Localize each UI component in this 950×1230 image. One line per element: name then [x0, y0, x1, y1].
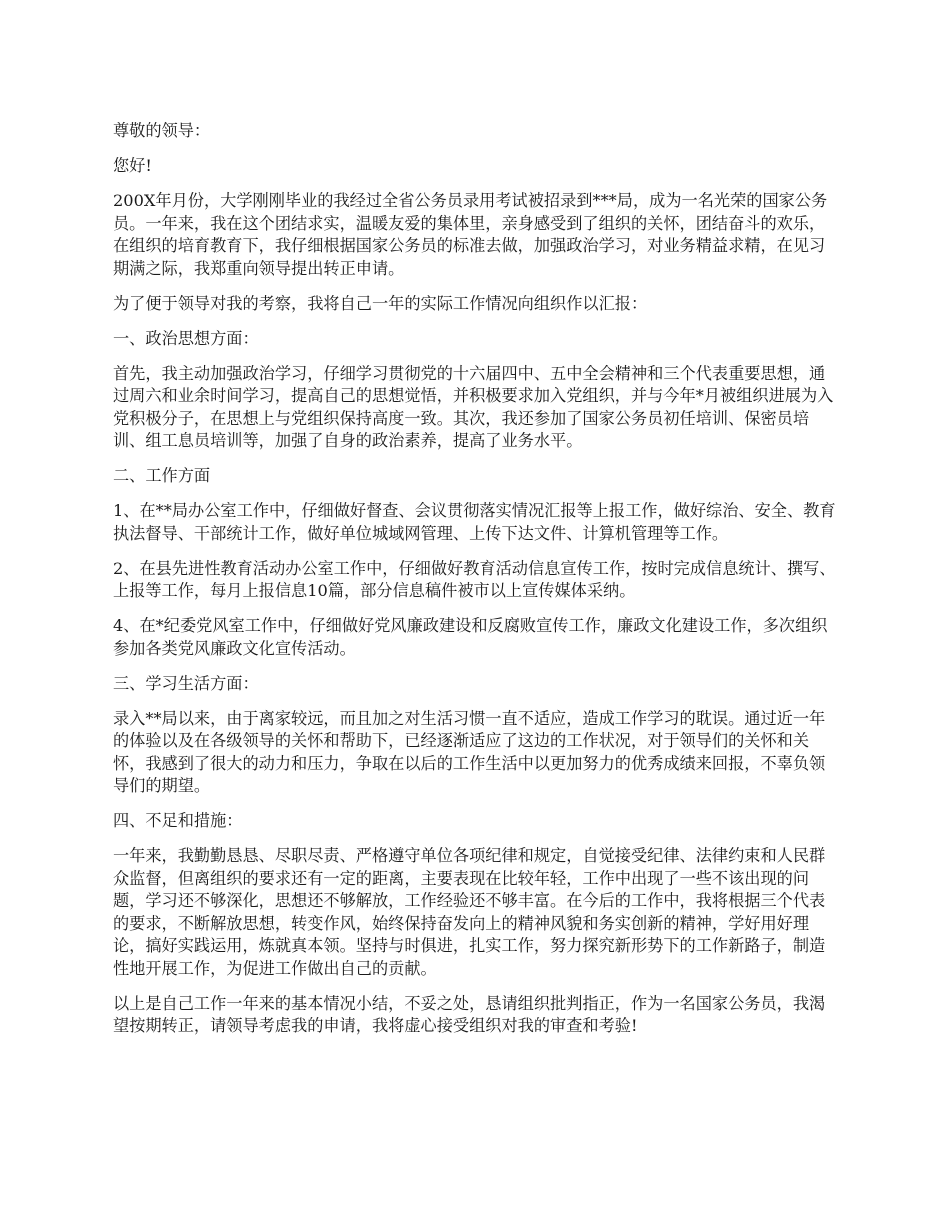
- intro-paragraph: 200X年月份，大学刚刚毕业的我经过全省公务员录用考试被招录到***局，成为一名光荣的国家公务员。一年来，我在这个团结求实，温暖友爱的集体里，亲身感受到了组织的关怀，团结奋斗的欢乐，在组织的培育教育下，我仔细根据国家公务员的标准去做，加强政治学习，对业务精益求精，在见习期满之际，我郑重向领导提出转正申请。: [113, 191, 828, 278]
- report-lead-paragraph: 为了便于领导对我的考察，我将自己一年的实际工作情况向组织作以汇报：: [113, 293, 648, 313]
- study-life-paragraph: 录入**局以来，由于离家较远，而且加之对生活习惯一直不适应，造成工作学习的耽误。通过近一年的体验以及在各级领导的关怀和帮助下，已经逐渐适应了这边的工作状况，对于领导们的关怀和关怀，我感到了很大的动力和压力，争取在以后的工作生活中以更加努力的优秀成绩来回报，不辜负领导们的期望。: [113, 708, 826, 795]
- section-heading-shortcomings: 四、不足和措施：: [113, 811, 243, 830]
- document-body: [113, 120, 840, 1050]
- section-heading-work: 二、工作方面: [113, 466, 211, 485]
- greeting: 您好!: [113, 156, 152, 175]
- work-item-4: 4、在*纪委党风室工作中，仔细做好党风廉政建设和反腐败宣传工作，廉政文化建设工作，多次组织参加各类党风廉政文化宣传活动。: [113, 616, 828, 658]
- salutation: 尊敬的领导：: [113, 121, 211, 140]
- shortcomings-paragraph: 一年来，我勤勤恳恳、尽职尽责、严格遵守单位各项纪律和规定，自觉接受纪律、法律约束和人民群众监督，但离组织的要求还有一定的距离，主要表现在比较年轻，工作中出现了一些不该出现的问题，学习还不够深化，思想还不够解放，工作经验还不够丰富。在今后的工作中，我将根据三个代表的要求，不断解放思想，转变作风，始终保持奋发向上的精神风貌和务实创新的精神，学好用好理论，搞好实践运用，炼就真本领。坚持与时俱进，扎实工作，努力探究新形势下的工作新路子，制造性地开展工作，为促进工作做出自己的贡献。: [113, 846, 826, 978]
- section-heading-political: 一、政治思想方面：: [113, 328, 259, 348]
- work-item-1: 1、在**局办公室工作中，仔细做好督查、会议贯彻落实情况汇报等上报工作，做好综治、安全、教育执法督导、干部统计工作，做好单位城域网管理、上传下达文件、计算机管理等工作。: [113, 501, 836, 543]
- section-heading-study-life: 三、学习生活方面：: [113, 673, 259, 693]
- closing-paragraph: 以上是自己工作一年来的基本情况小结，不妥之处，恳请组织批判指正，作为一名国家公务员，我渴望按期转正，请领导考虑我的申请，我将虚心接受组织对我的审查和考验!: [113, 993, 826, 1035]
- political-paragraph: 首先，我主动加强政治学习，仔细学习贯彻党的十六届四中、五中全会精神和三个代表重要思想，通过周六和业余时间学习，提高自己的思想觉悟，并积极要求加入党组织，并与今年*月被组织进展为入党积极分子，在思想上与党组织保持高度一致。其次，我还参加了国家公务员初任培训、保密员培训、组工息员培训等，加强了自身的政治素养，提高了业务水平。: [113, 363, 834, 450]
- work-item-2: 2、在县先进性教育活动办公室工作中，仔细做好教育活动信息宣传工作，按时完成信息统计、撰写、上报等工作，每月上报信息10篇，部分信息稿件被市以上宣传媒体采纳。: [113, 558, 836, 600]
